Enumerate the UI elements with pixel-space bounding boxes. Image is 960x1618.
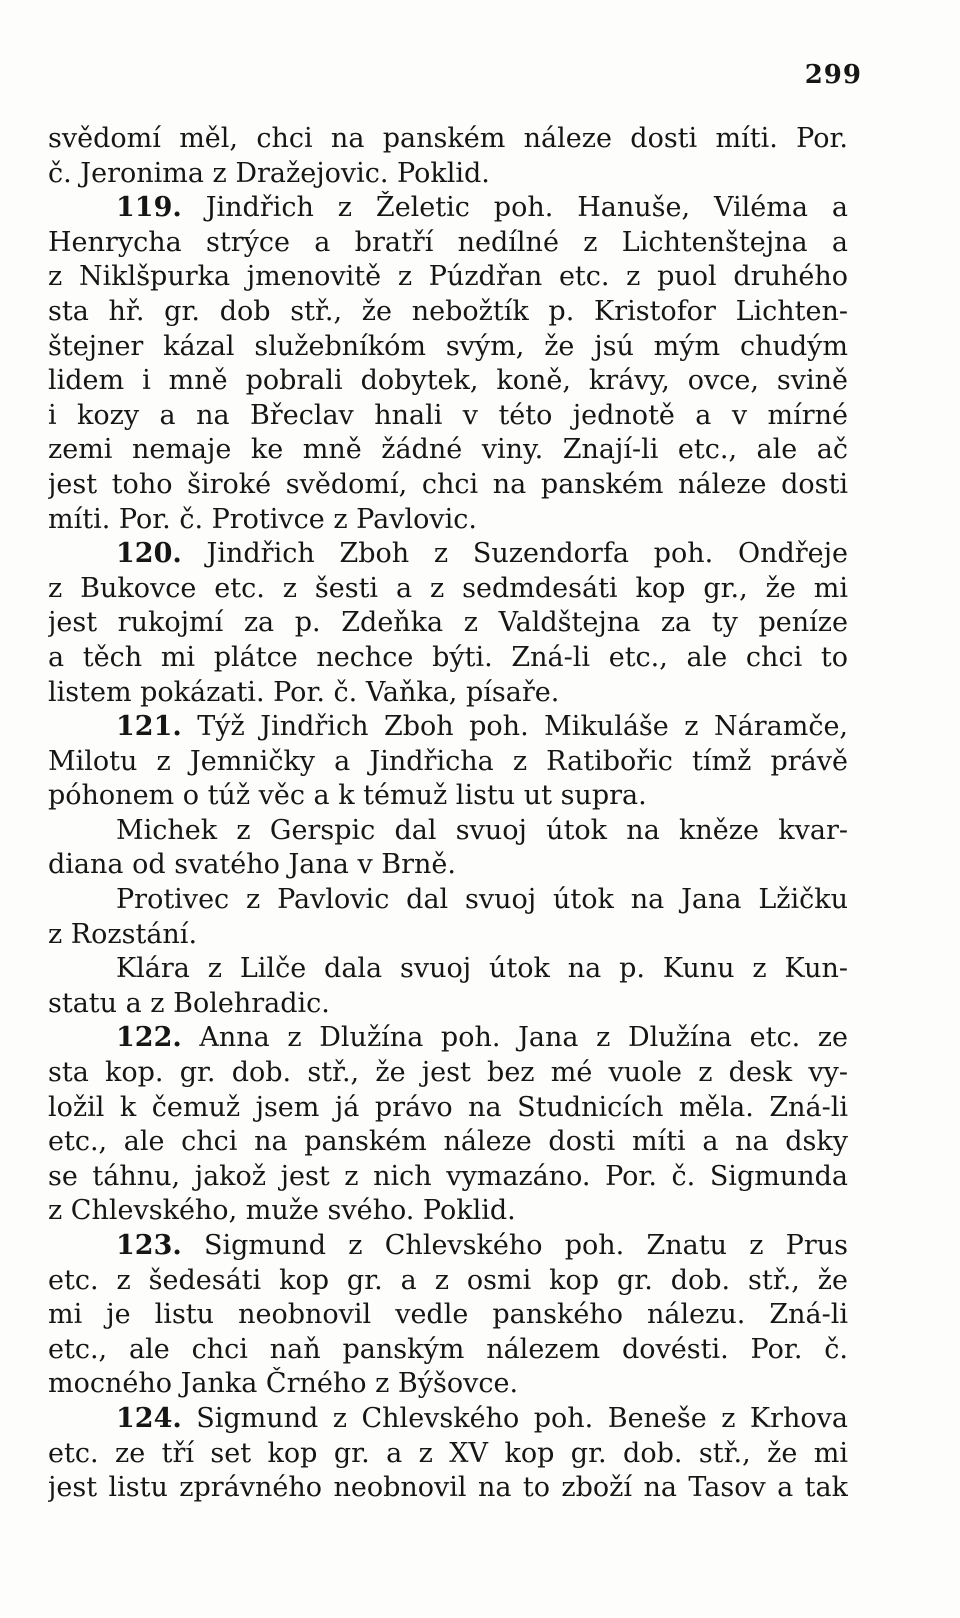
line-text: jest listu zprávného neobnovil na to zboží na Tasov a tak bbox=[48, 1472, 848, 1504]
line-text: etc. z šedesáti kop gr. a z osmi kop gr. dob. stř., že bbox=[48, 1264, 848, 1296]
text-line bbox=[48, 676, 848, 711]
page-number: 299 bbox=[804, 60, 862, 90]
line-text: Sigmund z Chlevského poh. Znatu z Prus bbox=[204, 1230, 848, 1261]
text-line bbox=[48, 952, 848, 987]
text-line bbox=[48, 364, 848, 399]
text-line bbox=[48, 260, 848, 295]
line-text: statu a z Bolehradic. bbox=[48, 987, 330, 1019]
entry-number: 122. bbox=[116, 1022, 182, 1054]
entry-number: 121. bbox=[116, 711, 182, 743]
text-line bbox=[48, 883, 848, 918]
line-text: Anna z Dlužína poh. Jana z Dlužína etc. ze bbox=[199, 1022, 848, 1054]
line-text: Milotu z Jemničky a Jindřicha z Ratibořic tímž právě bbox=[48, 745, 848, 777]
text-line bbox=[48, 779, 848, 814]
line-text: póhonem o túž věc a k témuž listu ut supra. bbox=[48, 780, 647, 812]
line-text: Jindřich z Želetic poh. Hanuše, Viléma a bbox=[205, 192, 848, 224]
text-line bbox=[48, 1194, 848, 1229]
entry-first-line bbox=[48, 710, 848, 745]
line-text: z Chlevského, muže svého. Poklid. bbox=[48, 1195, 516, 1227]
text-line bbox=[48, 1298, 848, 1333]
entry-first-line bbox=[48, 1021, 848, 1056]
text-line bbox=[48, 226, 848, 261]
line-text: etc. ze tří set kop gr. a z XV kop gr. dob. stř., že mi bbox=[48, 1437, 848, 1469]
text-line bbox=[48, 1437, 848, 1472]
line-text: Jindřich Zboh z Suzendorfa poh. Ondřeje bbox=[206, 538, 848, 570]
line-text: jest toho široké svědomí, chci na panském náleze dosti bbox=[48, 468, 848, 500]
line-text: a těch mi plátce nechce býti. Zná-li etc., ale chci to bbox=[48, 641, 848, 673]
line-text: Týž Jindřich Zboh poh. Mikuláše z Náramče, bbox=[197, 711, 848, 743]
line-text: etc., ale chci naň panským nálezem dovésti. Por. č. bbox=[48, 1333, 848, 1365]
line-text: z Bukovce etc. z šesti a z sedmdesáti kop gr., že mi bbox=[48, 572, 848, 604]
text-line bbox=[48, 295, 848, 330]
line-text: č. Jeronima z Dražejovic. Poklid. bbox=[48, 157, 490, 189]
text-line bbox=[48, 157, 848, 192]
line-text: z Rozstání. bbox=[48, 918, 198, 950]
line-text: i kozy a na Břeclav hnali v této jednotě a v mírné bbox=[48, 399, 848, 431]
line-text: Henrycha strýce a bratří nedílné z Lichtenštejna a bbox=[48, 226, 848, 258]
text-line bbox=[48, 1264, 848, 1299]
text-line bbox=[48, 848, 848, 883]
line-text: diana od svatého Jana v Brně. bbox=[48, 849, 456, 881]
line-text: Michek z Gerspic dal svuoj útok na kněze kvar- bbox=[116, 814, 848, 846]
text-line bbox=[48, 1125, 848, 1160]
text-line bbox=[48, 1091, 848, 1126]
entry-first-line bbox=[48, 1229, 848, 1264]
entry-number: 120. bbox=[116, 538, 182, 570]
entry-number: 124. bbox=[116, 1402, 182, 1434]
line-text: Klára z Lilče dala svuoj útok na p. Kunu z Kun- bbox=[116, 953, 848, 985]
entry-number: 119. bbox=[116, 192, 182, 224]
text-line bbox=[48, 330, 848, 365]
line-text: sta hř. gr. dob stř., že nebožtík p. Kristofor Lichten- bbox=[48, 295, 848, 327]
text-line bbox=[48, 987, 848, 1022]
line-text: sta kop. gr. dob. stř., že jest bez mé vuole z desk vy- bbox=[48, 1057, 848, 1089]
text-line bbox=[48, 1333, 848, 1368]
text-body bbox=[48, 122, 848, 1506]
text-line bbox=[48, 468, 848, 503]
line-text: štejner kázal služebníkóm svým, že jsú mým chudým bbox=[48, 330, 848, 362]
line-text: z Niklšpurka jmenovitě z Púzdřan etc. z puol druhého bbox=[48, 261, 848, 293]
line-text: mocného Janka Črného z Býšovce. bbox=[48, 1368, 519, 1400]
text-line bbox=[48, 1367, 848, 1402]
text-line bbox=[48, 1056, 848, 1091]
line-text: jest rukojmí za p. Zdeňka z Valdštejna za ty peníze bbox=[48, 607, 848, 639]
text-line bbox=[48, 122, 848, 157]
line-text: míti. Por. č. Protivce z Pavlovic. bbox=[48, 503, 477, 535]
line-text: Sigmund z Chlevského poh. Beneše z Krhova bbox=[196, 1402, 848, 1434]
line-text: etc., ale chci na panském náleze dosti míti a na dsky bbox=[48, 1126, 848, 1158]
text-line bbox=[48, 814, 848, 849]
text-line bbox=[48, 503, 848, 538]
line-text: Protivec z Pavlovic dal svuoj útok na Jana Lžičku bbox=[116, 884, 848, 916]
text-line bbox=[48, 918, 848, 953]
text-line bbox=[48, 745, 848, 780]
text-line bbox=[48, 641, 848, 676]
line-text: lidem i mně pobrali dobytek, koně, krávy, ovce, svině bbox=[48, 365, 848, 397]
text-line bbox=[48, 433, 848, 468]
text-line bbox=[48, 1471, 848, 1506]
entry-number: 123. bbox=[116, 1230, 182, 1261]
line-text: listem pokázati. Por. č. Vaňka, písaře. bbox=[48, 676, 560, 708]
text-line bbox=[48, 572, 848, 607]
entry-first-line bbox=[48, 191, 848, 226]
line-text: se táhnu, jakož jest z nich vymazáno. Por. č. Sigmunda bbox=[48, 1160, 848, 1192]
line-text: zemi nemaje ke mně žádné viny. Znají-li etc., ale ač bbox=[48, 434, 848, 466]
text-line bbox=[48, 399, 848, 434]
line-text: mi je listu neobnovil vedle panského nálezu. Zná-li bbox=[48, 1299, 848, 1331]
text-line bbox=[48, 606, 848, 641]
line-text: svědomí měl, chci na panském náleze dosti míti. Por. bbox=[48, 123, 848, 154]
text-line bbox=[48, 1160, 848, 1195]
entry-first-line bbox=[48, 1402, 848, 1437]
entry-first-line bbox=[48, 537, 848, 572]
line-text: ložil k čemuž jsem já právo na Studnicích měla. Zná-li bbox=[48, 1091, 848, 1123]
